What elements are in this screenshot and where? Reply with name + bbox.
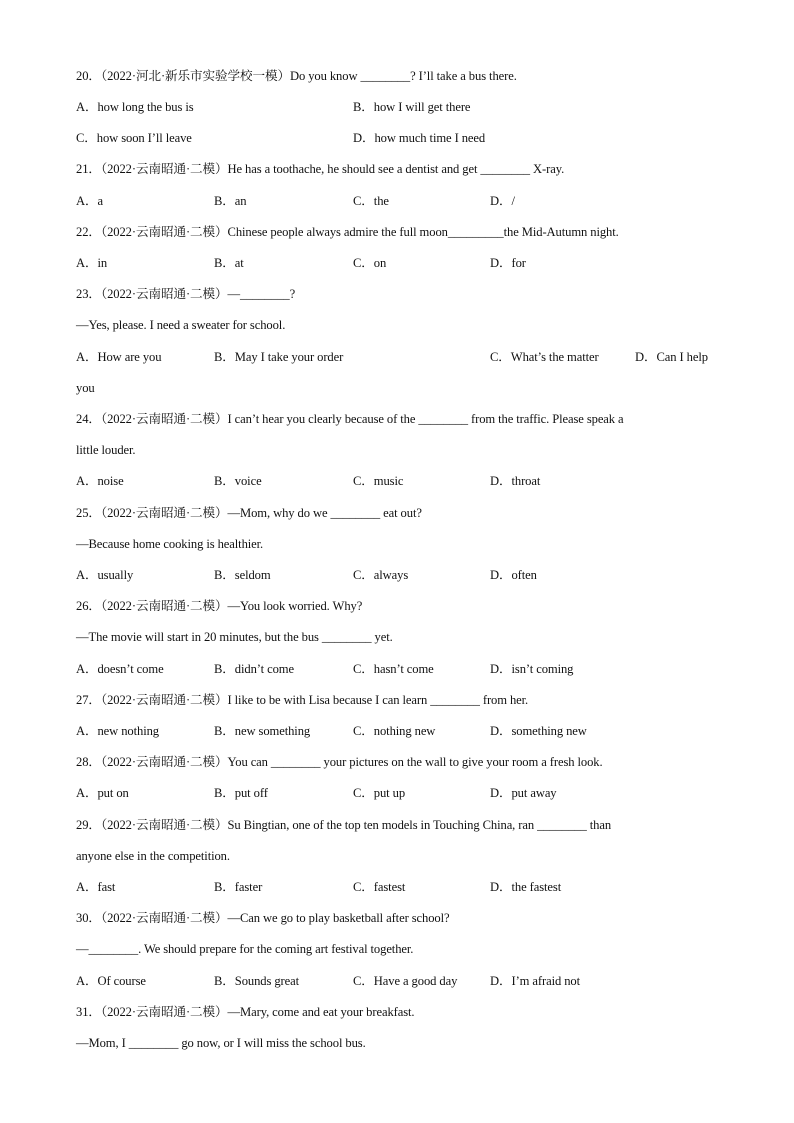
question-27-stem: 27．（2022·云南昭通·二模）I like to be with Lisa because I can learn ________ from her. xyxy=(76,693,529,707)
option-d: D．throat xyxy=(490,474,541,488)
option-a: A．How are you xyxy=(76,350,162,364)
option-c: C．What’s the matter xyxy=(490,350,599,364)
option-b: B．faster xyxy=(214,880,263,894)
question-23-options xyxy=(76,347,726,367)
option-b: B．an xyxy=(214,194,247,208)
option-d: D．isn’t coming xyxy=(490,662,574,676)
option-a: A．new nothing xyxy=(76,724,160,738)
question-24-options xyxy=(76,471,726,491)
option-a: A．in xyxy=(76,256,108,270)
question-21-stem: 21．（2022·云南昭通·二模）He has a toothache, he should see a dentist and get ________ X-ray. xyxy=(76,162,565,176)
question-20-stem: 20．（2022·河北·新乐市实验学校一模）Do you know ________? I’ll take a bus there. xyxy=(76,69,517,83)
option-a: A．fast xyxy=(76,880,116,894)
question-21-options xyxy=(76,191,726,211)
option-b: B．at xyxy=(214,256,244,270)
option-d: D．often xyxy=(490,568,537,582)
question-26-stem: 26．（2022·云南昭通·二模）—You look worried. Why? xyxy=(76,599,363,613)
option-a: A．noise xyxy=(76,474,124,488)
question-23-stem: 23．（2022·云南昭通·二模）—________? xyxy=(76,287,296,301)
question-23-option-d-wrap: you xyxy=(76,381,95,395)
option-d: D．Can I help xyxy=(635,350,708,364)
question-20-options-row-2 xyxy=(76,128,726,148)
option-a: A．usually xyxy=(76,568,134,582)
option-d: D．for xyxy=(490,256,526,270)
option-d: D．the fastest xyxy=(490,880,562,894)
question-30-dialog: —________. We should prepare for the coming art festival together. xyxy=(76,942,414,956)
question-25-options xyxy=(76,565,726,585)
question-22-stem: 22．（2022·云南昭通·二模）Chinese people always admire the full moon_________the Mid-Autumn night. xyxy=(76,225,619,239)
option-c: C．Have a good day xyxy=(353,974,458,988)
question-25-stem: 25．（2022·云南昭通·二模）—Mom, why do we ________ eat out? xyxy=(76,506,422,520)
option-c: C．hasn’t come xyxy=(353,662,434,676)
option-b: B．voice xyxy=(214,474,262,488)
question-30-options xyxy=(76,971,726,991)
option-c: C．put up xyxy=(353,786,406,800)
option-a: A．doesn’t come xyxy=(76,662,164,676)
question-29-options xyxy=(76,877,726,897)
option-c: C．nothing new xyxy=(353,724,436,738)
question-20-options-row-1 xyxy=(76,97,726,117)
question-26-dialog: —The movie will start in 20 minutes, but the bus ________ yet. xyxy=(76,630,393,644)
option-d: D．something new xyxy=(490,724,587,738)
option-d: D．put away xyxy=(490,786,557,800)
option-a: A．put on xyxy=(76,786,129,800)
question-31-stem: 31．（2022·云南昭通·二模）—Mary, come and eat your breakfast. xyxy=(76,1005,415,1019)
option-d: D．how much time I need xyxy=(353,131,486,145)
question-25-dialog: —Because home cooking is healthier. xyxy=(76,537,264,551)
option-b: B．Sounds great xyxy=(214,974,300,988)
option-b: B．how I will get there xyxy=(353,100,471,114)
option-b: B．seldom xyxy=(214,568,271,582)
option-a: A．Of course xyxy=(76,974,146,988)
option-c: C．fastest xyxy=(353,880,406,894)
option-c: C．the xyxy=(353,194,389,208)
question-23-dialog: —Yes, please. I need a sweater for school. xyxy=(76,318,286,332)
question-31-dialog: —Mom, I ________ go now, or I will miss the school bus. xyxy=(76,1036,366,1050)
option-c: C．on xyxy=(353,256,387,270)
question-24-stem-cont: little louder. xyxy=(76,443,136,457)
question-24-stem: 24．（2022·云南昭通·二模）I can’t hear you clearly because of the ________ from the traffic. Please speak a xyxy=(76,412,624,426)
option-c: C．music xyxy=(353,474,404,488)
option-b: B．new something xyxy=(214,724,311,738)
option-a: A．how long the bus is xyxy=(76,100,194,114)
question-22-options xyxy=(76,253,726,273)
option-b: B．put off xyxy=(214,786,268,800)
question-28-stem: 28．（2022·云南昭通·二模）You can ________ your pictures on the wall to give your room a fresh look. xyxy=(76,755,603,769)
question-27-options xyxy=(76,721,726,741)
question-29-stem: 29．（2022·云南昭通·二模）Su Bingtian, one of the top ten models in Touching China, ran ________ than xyxy=(76,818,612,832)
option-c: C．how soon I’ll leave xyxy=(76,131,192,145)
option-d: D．/ xyxy=(490,194,515,208)
question-28-options xyxy=(76,783,726,803)
option-d: D．I’m afraid not xyxy=(490,974,581,988)
option-c: C．always xyxy=(353,568,409,582)
question-29-stem-cont: anyone else in the competition. xyxy=(76,849,230,863)
option-b: B．May I take your order xyxy=(214,350,344,364)
question-26-options xyxy=(76,659,726,679)
option-b: B．didn’t come xyxy=(214,662,294,676)
question-30-stem: 30．（2022·云南昭通·二模）—Can we go to play basketball after school? xyxy=(76,911,450,925)
option-a: A．a xyxy=(76,194,103,208)
